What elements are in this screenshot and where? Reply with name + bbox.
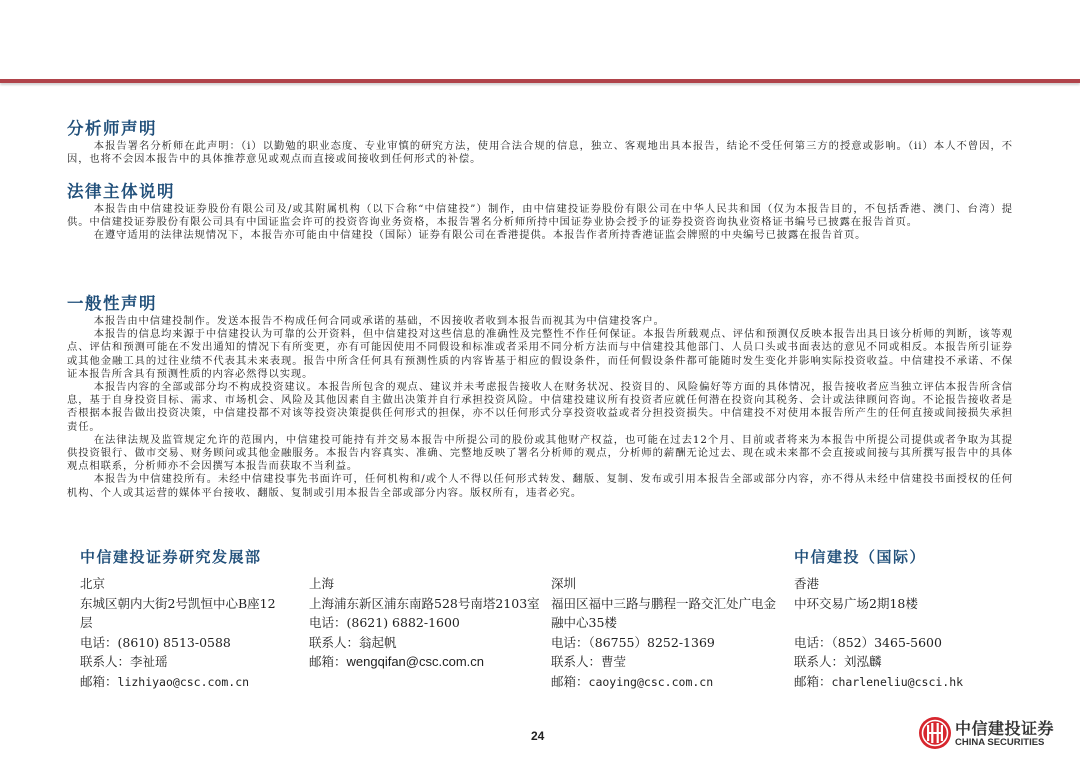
office-email-link[interactable]: charleneliu@csci.hk	[831, 674, 964, 689]
office-email-link[interactable]: caoying@csc.com.cn	[588, 674, 714, 689]
section-title: 法律主体说明	[67, 182, 175, 201]
email-label: 邮箱：	[309, 654, 347, 670]
paragraph: 本报告由中信建投证券股份有限公司及/或其附属机构（以下合称“中信建投”）制作，由中信建投证券股份有限公司在中华人民共和国（仅为本报告目的，不包括香港、澳门、台湾）提供。中信建投证券股份有限公司具有中国证监会许可的投资咨询业务资格，本报告署名分析师所持中国证券业协会授予的证券投资咨询执业资格证书编号已披露在报告首页。	[67, 203, 1013, 229]
paragraph: 在遵守适用的法律法规情况下，本报告亦可能由中信建投（国际）证券有限公司在香港提供。本报告作者所持香港证监会牌照的中央编号已披露在报告首页。	[93, 229, 867, 242]
office-contact: 联系人：刘泓麟	[794, 654, 882, 670]
office-contact: 联系人：翁起帆	[309, 634, 397, 650]
dept-title-international: 中信建投（国际）	[794, 548, 927, 566]
paragraph: 本报告为中信建投所有。未经中信建投事先书面许可，任何机构和/或个人不得以任何形式转发、翻版、复制、发布或引用本报告全部或部分内容，亦不得从未经中信建投书面授权的任何机构、个人或其运营的媒体平台接收、翻版、复制或引用本报告全部或部分内容。版权所有，违者必究。	[67, 473, 1013, 499]
section-title: 一般性声明	[67, 294, 157, 313]
office-contact: 联系人：曹莹	[551, 654, 627, 670]
office-city: 上海	[309, 576, 335, 591]
logo-english-name: CHINA SECURITIES	[955, 737, 1045, 748]
page-number: 24	[531, 729, 545, 743]
office-address: 福田区福中三路与鹏程一路交汇处广电金融中心35楼	[551, 595, 777, 631]
office-email-link[interactable]: wengqifan@csc.com.cn	[346, 654, 484, 670]
company-logo	[918, 716, 1068, 752]
section-title: 分析师声明	[67, 119, 157, 138]
dept-title-mainland: 中信建投证券研究发展部	[80, 548, 262, 566]
office-city: 香港	[794, 576, 820, 591]
office-city: 北京	[80, 576, 106, 591]
paragraph: 在法律法规及监管规定允许的范围内，中信建投可能持有并交易本报告中所提公司的股份或其他财产权益，也可能在过去12个月、目前或者将来为本报告中所提公司提供或者争取为其提供投资银行、做市交易、财务顾问或其他金融服务。本报告内容真实、准确、完整地反映了署名分析师的观点，分析师的薪酬无论过去、现在或未来都不会直接或间接与其所撰写报告中的具体观点相联系，分析师亦不会因撰写本报告而获取不当利益。	[67, 433, 1013, 473]
office-shenzhen	[551, 574, 776, 693]
office-beijing	[80, 574, 305, 693]
logo-chinese-name: 中信建投证券	[955, 719, 1055, 738]
paragraph: 本报告由中信建投制作。发送本报告不构成任何合同或承诺的基础，不因接收者收到本报告而视其为中信建投客户。	[93, 315, 665, 327]
office-address: 上海浦东新区浦东南路528号南塔2103室	[309, 595, 540, 611]
office-phone: 电话：（852）3465-5600	[794, 634, 942, 650]
office-hongkong	[794, 574, 1019, 693]
section-general-statement	[67, 293, 1013, 500]
office-email-link[interactable]: lizhiyao@csc.com.cn	[117, 674, 250, 689]
email-label: 邮箱：	[551, 673, 589, 689]
office-city: 深圳	[551, 576, 577, 591]
office-address: 中环交易广场2期18楼	[794, 595, 918, 611]
section-analyst-statement	[67, 118, 1013, 166]
office-phone: 电话：(8610) 8513-0588	[80, 634, 231, 650]
paragraph: 本报告的信息均来源于中信建投认为可靠的公开资料，但中信建投对这些信息的准确性及完整性不作任何保证。本报告所载观点、评估和预测仅反映本报告出具日该分析师的判断，该等观点、评估和预测可能在不发出通知的情况下有所变更，亦有可能因使用不同假设和标准或者采用不同分析方法而与中信建投其他部门、人员口头或书面表达的意见不同或相反。本报告所引证券或其他金融工具的过往业绩不代表其未来表现。报告中所含任何具有预测性质的内容皆基于相应的假设条件，而任何假设条件都可能随时发生变化并影响实际投资收益。中信建投不承诺、不保证本报告所含具有预测性质的内容必然得以实现。	[67, 328, 1013, 380]
paragraph: 本报告署名分析师在此声明：（i）以勤勉的职业态度、专业审慎的研究方法，使用合法合规的信息，独立、客观地出具本报告，结论不受任何第三方的授意或影响。（ii）本人不曾因，不因，也将不会因本报告中的具体推荐意见或观点而直接或间接收到任何形式的补偿。	[67, 140, 1013, 166]
header-rule	[0, 79, 1080, 83]
china-securities-logo-icon	[918, 716, 952, 750]
office-shanghai	[309, 574, 540, 672]
office-contact: 联系人：李祉瑶	[80, 654, 168, 670]
paragraph: 本报告内容的全部或部分均不构成投资建议。本报告所包含的观点、建议并未考虑报告接收人在财务状况、投资目的、风险偏好等方面的具体情况，报告接收者应当独立评估本报告所含信息，基于自身投资目标、需求、市场机会、风险及其他因素自主做出决策并自行承担投资风险。中信建投建议所有投资者应就任何潜在投资向其税务、会计或法律顾问咨询。不论报告接收者是否根据本报告做出投资决策，中信建投都不对该等投资决策提供任何形式的担保，亦不以任何形式分享投资收益或者分担投资损失。中信建投不对使用本报告所产生的任何直接或间接损失承担责任。	[67, 381, 1013, 433]
office-phone: 电话：(8621) 6882-1600	[309, 615, 460, 631]
office-phone: 电话：（86755）8252-1369	[551, 634, 715, 650]
office-address: 东城区朝内大街2号凯恒中心B座12层	[80, 595, 276, 631]
email-label: 邮箱：	[80, 673, 118, 689]
email-label: 邮箱：	[794, 673, 832, 689]
section-legal-entity	[67, 181, 1013, 243]
